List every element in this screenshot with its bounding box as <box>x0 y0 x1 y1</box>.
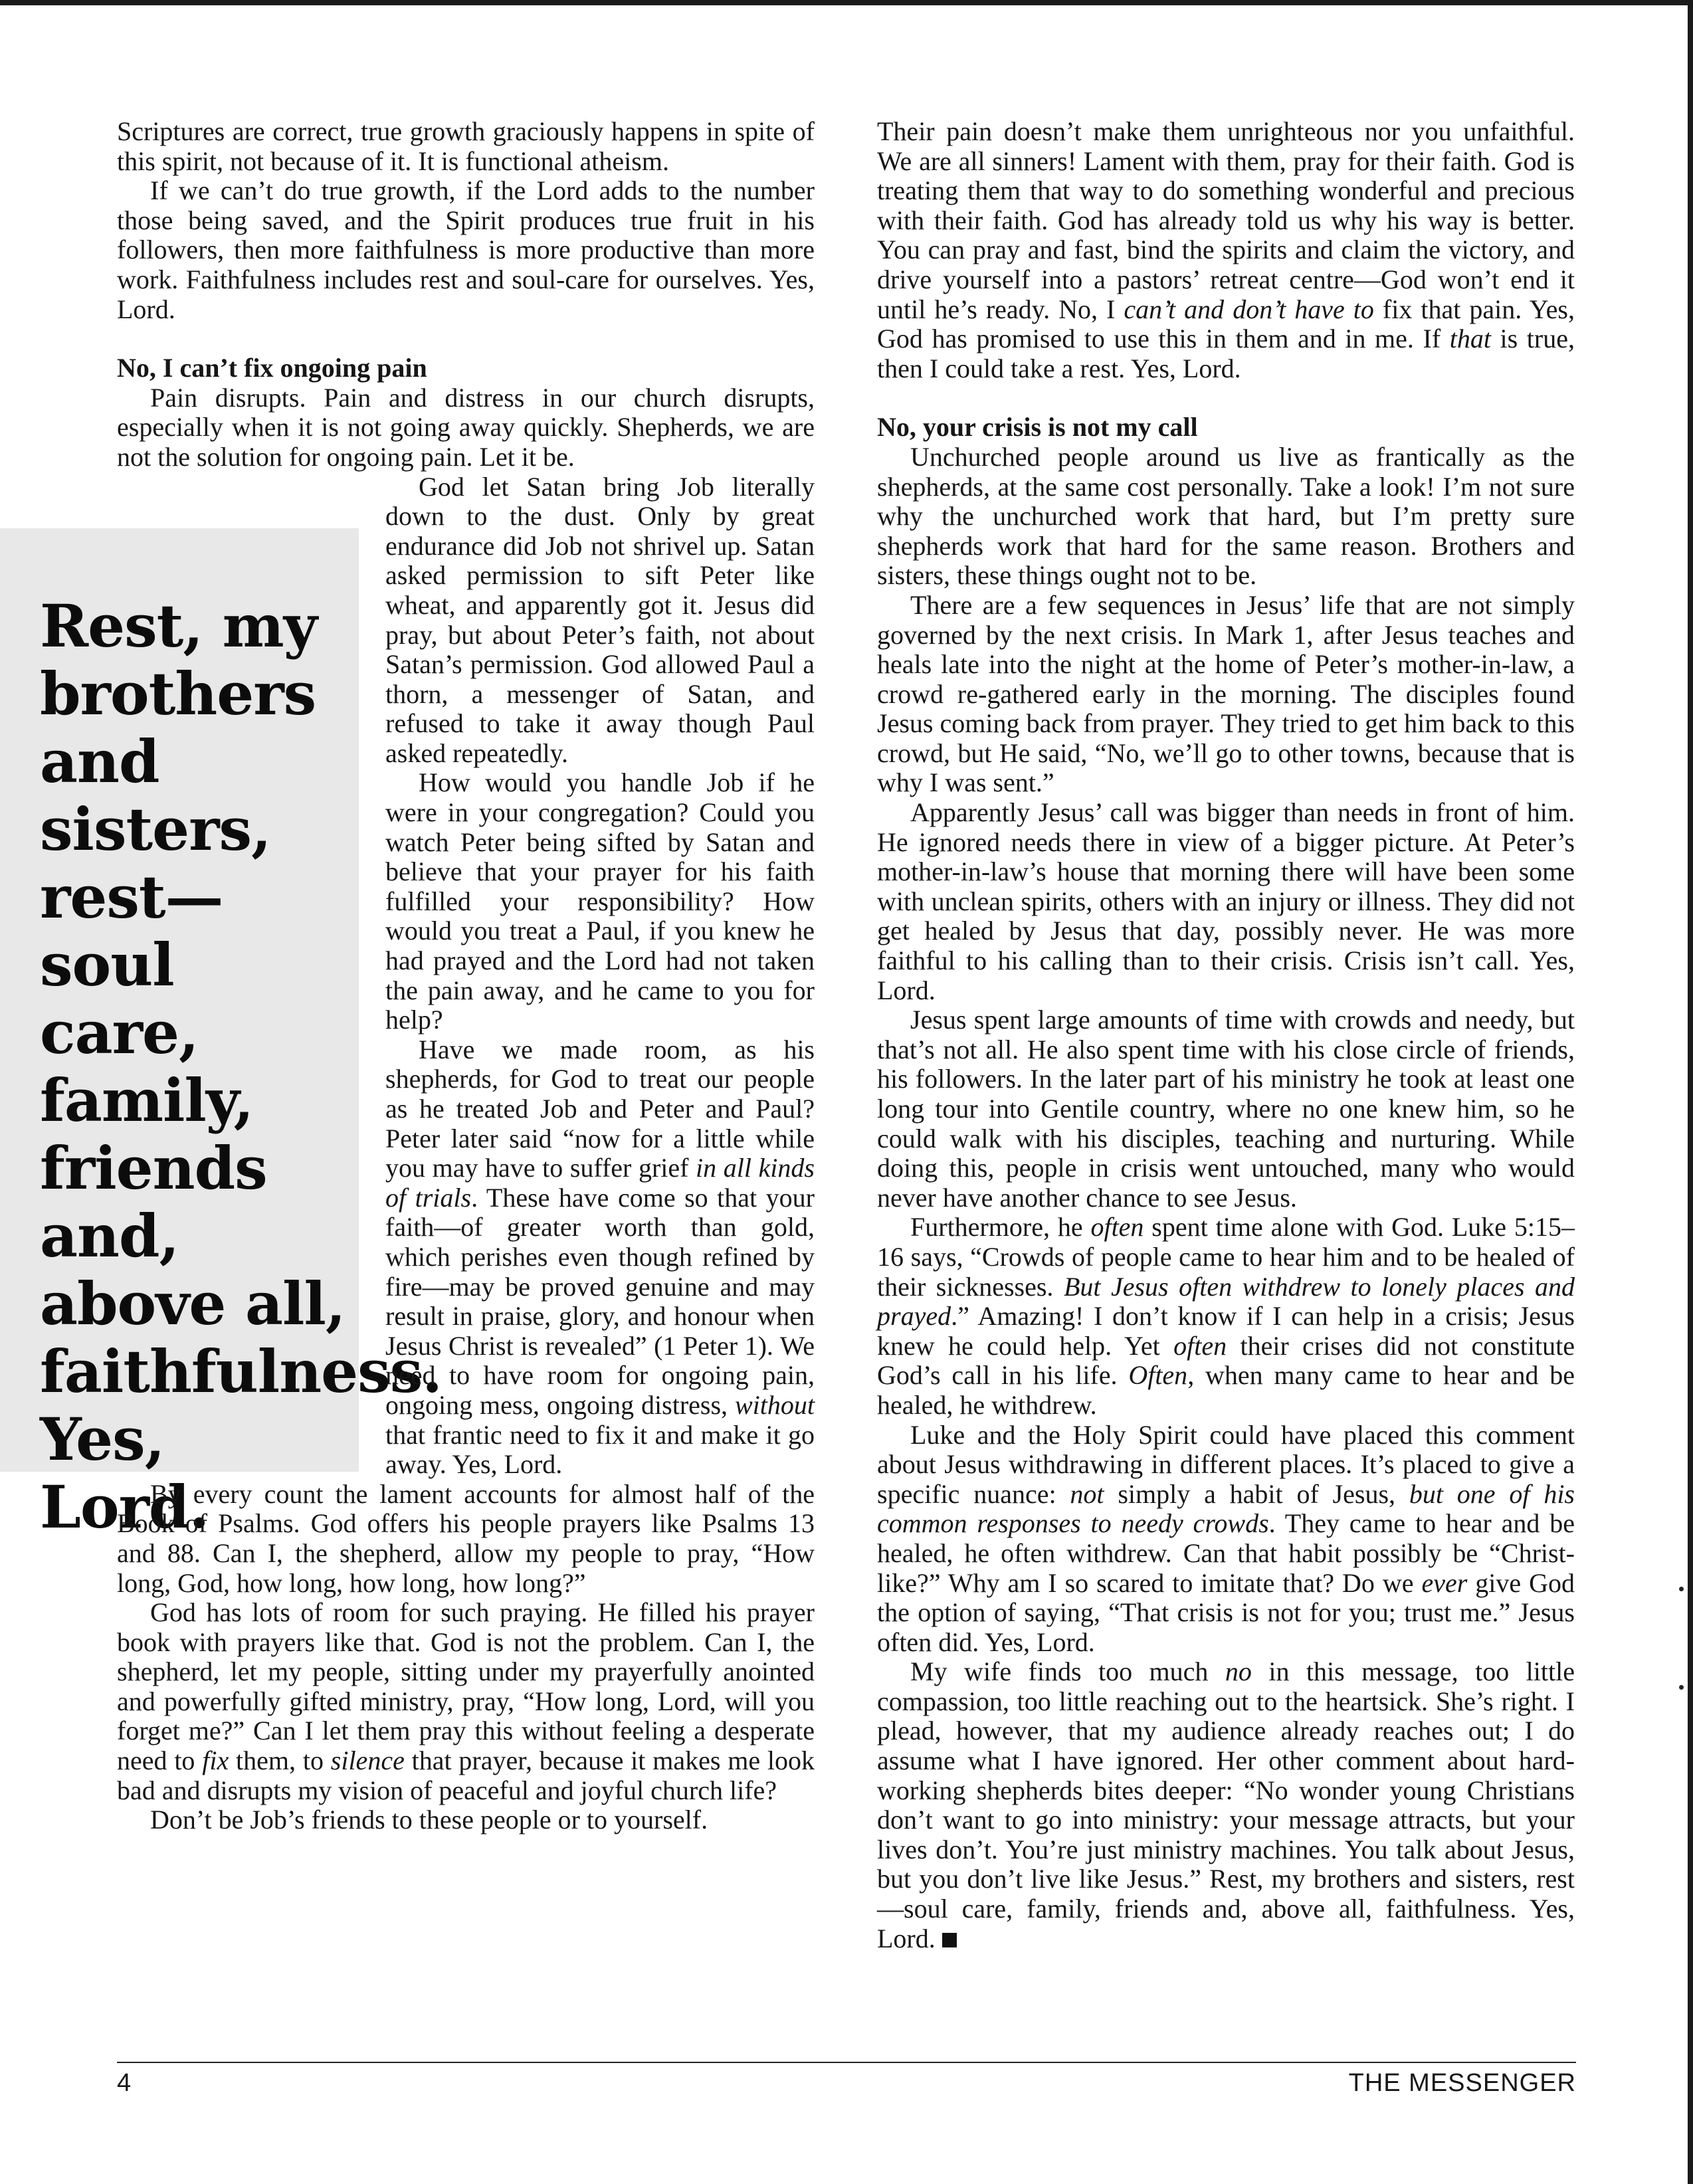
page-right-edge <box>1688 0 1693 2184</box>
paragraph: Furthermore, he often spent time alone with God. Luke 5:15–16 says, “Crowds of people came to hear him and to be healed of their sicknesses. But Jesus often withdrew to lonely places and prayed.” Amazing! I don’t know if I can help in a crisis; Jesus knew he could help. Yet often their crises did not constitute God’s call in his life. Often, when many came to hear and be healed, he withdrew. <box>877 1212 1575 1420</box>
paragraph: There are a few sequences in Jesus’ life that are not simply governed by the next crisis. In Mark 1, after Jesus teaches and heals late into the night at the home of Peter’s mother-in-law, a crowd re-gathered early in the morning. The disciples found Jesus coming back from prayer. They tried to get him back to this crowd, but He said, “No, we’ll go to other towns, because that is why I was sent.” <box>877 589 1575 798</box>
page-top-edge <box>0 0 1693 5</box>
paragraph: God has lots of room for such praying. He filled his prayer book with prayers like that. God is not the problem. Can I, the shepherd, let my people, sitting under my prayerfully anointed and powerfully gifted ministry, pray, “How long, Lord, will you forget me?” Can I let them pray this without feeling a desperate need to fix them, to silence that prayer, because it makes me look bad and disrupts my vision of peaceful and joyful church life? <box>117 1597 815 1805</box>
margin-speck <box>1679 1685 1684 1690</box>
paragraph: Jesus spent large amounts of time with crowds and needy, but that’s not all. He also spent time with his close circle of friends, his followers. In the later part of his ministry he took at least one long tour into Gentile country, where no one knew him, so he could walk with his disciples, teaching and nurturing. While doing this, people in crisis went untouched, many who would never have another chance to see Jesus. <box>877 1005 1575 1213</box>
paragraph: God let Satan bring Job literally down to the dust. Only by great endurance did Job not shrivel up. Satan asked permission to sift Peter like wheat, and apparently got it. Jesus did pray, but about Peter’s faith, not about Satan’s permission. God allowed Paul a thorn, a messenger of Satan, and refused to take it away though Paul asked repeatedly. <box>385 471 815 768</box>
pull-quote-box <box>0 528 442 1541</box>
end-of-article-mark <box>942 1933 957 1947</box>
section-heading: No, your crisis is not my call <box>877 412 1198 443</box>
paragraph: Unchurched people around us live as frantically as the shepherds, at the same cost personally. Take a look! I’m not sure why the unchurched work that hard, but I’m pretty sure shepherds work that hard for the same reason. Brothers and sisters, these things ought not to be. <box>877 441 1575 591</box>
paragraph: Luke and the Holy Spirit could have placed this comment about Jesus withdrawing in different places. It’s placed to give a specific nuance: not simply a habit of Jesus, but one of his common responses to needy crowds. They came to hear and be healed, he often withdrew. Can that habit possibly be “Christ-like?” Why am I so scared to imitate that? Do we ever give God the option of saying, “That crisis is not for you; trust me.” Jesus often did. Yes, Lord. <box>877 1419 1575 1657</box>
paragraph: Scriptures are correct, true growth graciously happens in spite of this spirit, not because of it. It is functional atheism. <box>117 116 815 176</box>
left-column <box>40 116 815 1835</box>
footer-rule <box>117 2062 1576 2063</box>
right-column <box>877 117 1575 1953</box>
paragraph: Pain disrupts. Pain and distress in our church disrupts, especially when it is not going away quickly. Shepherds, we are not the solution for ongoing pain. Let it be. <box>117 382 815 472</box>
paragraph: Have we made room, as his shepherds, for God to treat our people as he treated Job and Peter and Paul? Peter later said “now for a little while you may have to suffer grief in all kinds of trials. These have come so that your faith—of greater worth than gold, which perishes even though refined by fire—may be proved genuine and may result in praise, glory, and honour when Jesus Christ is revealed” (1 Peter 1). We need to have room for ongoing pain, ongoing mess, ongoing distress, without that frantic need to fix it and make it go away. Yes, Lord. <box>385 1034 815 1480</box>
paragraph: My wife finds too much no in this message, too little compassion, too little reaching out to the heartsick. She’s right. I plead, however, that my audience already reaches out; I do assume what I have ignored. Her other comment about hard-working shepherds bites deeper: “No wonder young Christians don’t want to go into ministry: your message attracts, but your lives don’t. You’re just ministry machines. You talk about Jesus, but you don’t live like Jesus.” Rest, my brothers and sisters, rest—soul care, family, friends and, above all, faithfulness. Yes, Lord. <box>877 1656 1575 1953</box>
paragraph: How would you handle Job if he were in your congregation? Could you watch Peter being sifted by Satan and believe that your prayer for his faith fulfilled your responsibility? How would you treat a Paul, if you knew he had prayed and the Lord had not taken the pain away, and he came to you for help? <box>385 767 815 1035</box>
pull-quote: Rest, my brothers and sisters, rest—soul care, family, friends and, above all, faithfulness. Yes, Lord. <box>40 591 442 1541</box>
paragraph: If we can’t do true growth, if the Lord adds to the number those being saved, and the Spirit produces true fruit in his followers, then more faithfulness is more productive than more work. Faithfulness includes rest and soul-care for ourselves. Yes, Lord. <box>117 175 815 324</box>
paragraph: Apparently Jesus’ call was bigger than needs in front of him. He ignored needs there in view of a bigger picture. At Peter’s mother-in-law’s house that morning there will have been some with unclean spirits, others with an injury or illness. They did not get healed by Jesus that day, possibly never. He was more faithful to his calling than to their crisis. Crisis isn’t call. Yes, Lord. <box>877 797 1575 1005</box>
page-number: 4 <box>117 2069 132 2097</box>
paragraph: By every count the lament accounts for almost half of the Book of Psalms. God offers his people prayers like Psalms 13 and 88. Can I, the shepherd, allow my people to pray, “How long, God, how long, how long, how long?” <box>117 1478 815 1598</box>
magazine-name: THE MESSENGER <box>1348 2069 1576 2097</box>
margin-speck <box>1679 1587 1684 1591</box>
section-heading: No, I can’t fix ongoing pain <box>117 353 427 383</box>
paragraph: Don’t be Job’s friends to these people or to yourself. <box>150 1805 708 1835</box>
paragraph: Their pain doesn’t make them unrighteous nor you unfaithful. We are all sinners! Lament with them, pray for their faith. God is treating them that way to do something wonderful and precious with their faith. God has already told us why his way is better. You can pray and fast, bind the spirits and claim the victory, and drive yourself into a pastors’ retreat centre—God won’t end it until he’s ready. No, I can’t and don’t have to fix that pain. Yes, God has promised to use this in them and in me. If that is true, then I could take a rest. Yes, Lord. <box>877 116 1575 383</box>
